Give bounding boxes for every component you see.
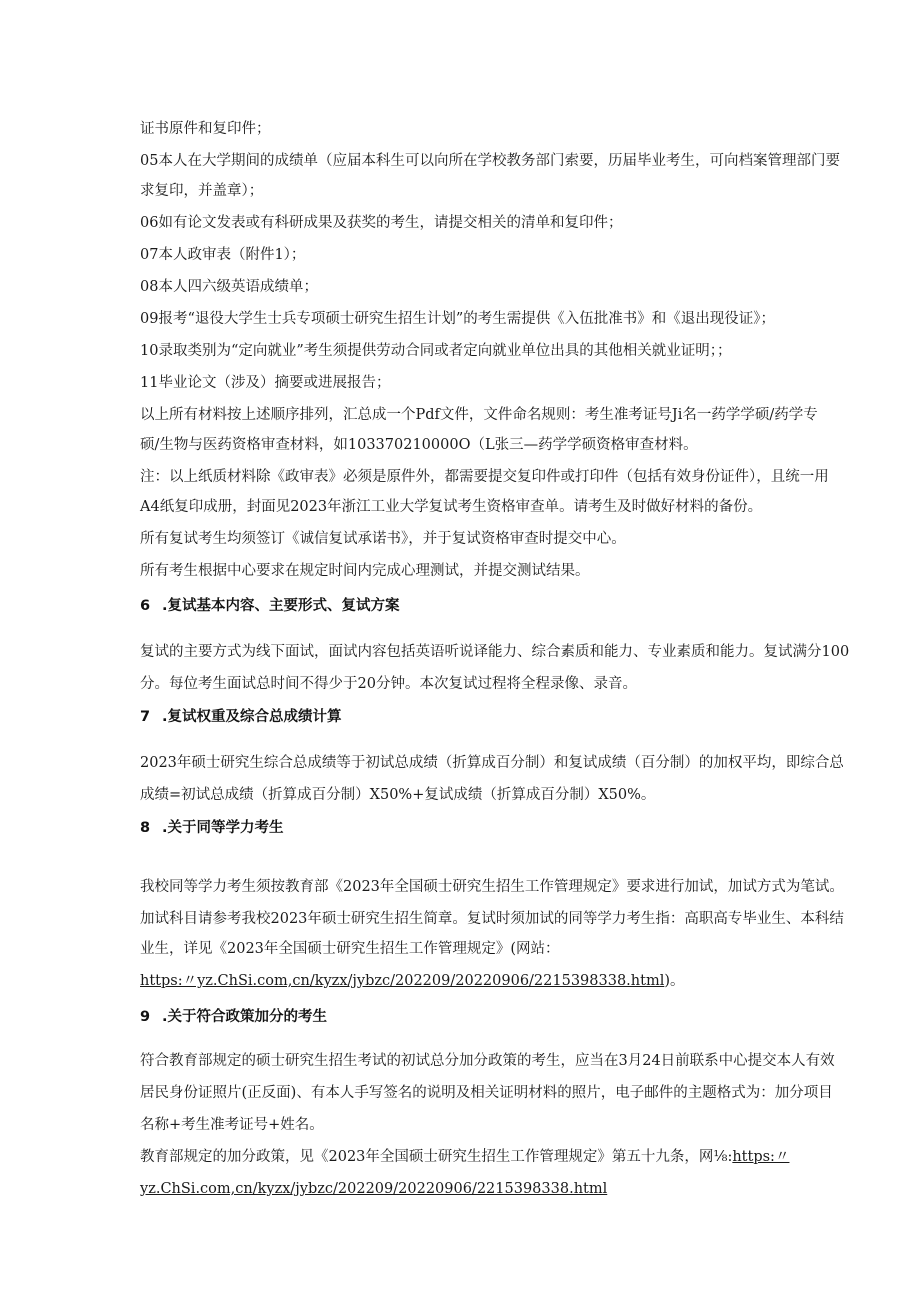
section-heading-6	[140, 596, 400, 616]
paragraph-line: 07本人政审表（附件1）；	[140, 247, 306, 263]
link-tail: )。	[664, 973, 685, 989]
paragraph-line: 09报考“退役大学生士兵专项硕士研究生招生计划”的考生需提供《入伍批准书》和《退出现役证》；	[140, 311, 776, 327]
section-title: .复试基本内容、主要形式、复试方案	[162, 598, 400, 614]
paragraph-line: A4纸复印成册，封面见2023年浙江工业大学复试考生资格审查单。请考生及时做好材料的备份。	[140, 499, 763, 515]
paragraph-line: 注：以上纸质材料除《政审表》必须是原件外，都需要提交复印件或打印件（包括有效身份证件），且统一用	[140, 469, 829, 485]
paragraph-text: 教育部规定的加分政策，见《2023年全国硕士研究生招生工作管理规定》第五十九条，网⅛:	[140, 1149, 733, 1165]
regulation-link[interactable]: https:〃yz.ChSi.com,cn/kyzx/jybzc/202209/20220906/2215398338.html	[140, 973, 665, 989]
section-heading-8	[140, 818, 284, 838]
paragraph-line: 所有考生根据中心要求在规定时间内完成心理测试，并提交测试结果。	[140, 563, 590, 579]
paragraph-line: 10录取类别为“定向就业”考生须提供劳动合同或者定向就业单位出具的其他相关就业证明；；	[140, 343, 732, 359]
paragraph-line: 08本人四六级英语成绩单；	[140, 279, 318, 295]
paragraph-line	[140, 1147, 789, 1167]
paragraph-line: 05本人在大学期间的成绩单（应届本科生可以向所在学校教务部门索要，历届毕业考生，可向档案管理部门要	[140, 153, 840, 169]
paragraph-line: 居民身份证照片(正反面)、有本人手写签名的说明及相关证明材料的照片，电子邮件的主题格式为：加分项目	[140, 1085, 833, 1101]
paragraph-line: 我校同等学力考生须按教育部《2023年全国硕士研究生招生工作管理规定》要求进行加试，加试方式为笔试。	[140, 879, 844, 895]
paragraph-line: 名称+考生准考证号+姓名。	[140, 1117, 324, 1133]
paragraph-line: 11毕业论文（涉及）摘要或进展报告；	[140, 375, 391, 391]
section-heading-9	[140, 1007, 327, 1027]
paragraph-line: 分。每位考生面试总时间不得少于20分钟。本次复试过程将全程录像、录音。	[140, 676, 637, 692]
paragraph-line: 复试的主要方式为线下面试，面试内容包括英语听说译能力、综合素质和能力、专业素质和能力。复试满分100	[140, 644, 850, 660]
paragraph-line: 成绩=初试总成绩（折算成百分制）X50%+复试成绩（折算成百分制）X50%。	[140, 787, 656, 803]
paragraph-line: 2023年硕士研究生综合总成绩等于初试总成绩（折算成百分制）和复试成绩（百分制）的加权平均，即综合总	[140, 755, 844, 771]
policy-link-start[interactable]: https:〃	[732, 1149, 790, 1165]
paragraph-line: 求复印，并盖章）；	[140, 183, 264, 199]
section-number: 6	[140, 598, 151, 614]
paragraph-line	[140, 971, 685, 991]
paragraph-line	[140, 1179, 607, 1199]
section-heading-7	[140, 707, 342, 727]
section-number: 8	[140, 820, 151, 836]
paragraph-line: 硕/生物与医药资格审查材料，如103370210000O（L张三—药学学硕资格审查材料。	[140, 437, 698, 453]
policy-link[interactable]: yz.ChSi.com,cn/kyzx/jybzc/202209/20220906/2215398338.html	[140, 1181, 608, 1197]
section-title: .关于同等学力考生	[162, 820, 284, 836]
paragraph-line: 证书原件和复印件；	[140, 121, 271, 137]
section-number: 9	[140, 1009, 151, 1025]
paragraph-line: 所有复试考生均须签订《诚信复试承诺书》，并于复试资格审查时提交中心。	[140, 531, 626, 547]
section-title: .关于符合政策加分的考生	[162, 1009, 328, 1025]
paragraph-line: 符合教育部规定的硕士研究生招生考试的初试总分加分政策的考生，应当在3月24日前联系中心提交本人有效	[140, 1053, 835, 1069]
section-title: .复试权重及综合总成绩计算	[162, 709, 342, 725]
section-number: 7	[140, 709, 151, 725]
paragraph-line: 06如有论文发表或有科研成果及获奖的考生，请提交相关的清单和复印件；	[140, 215, 623, 231]
paragraph-line: 业生，详见《2023年全国硕士研究生招生工作管理规定》(网站：	[140, 941, 560, 957]
paragraph-line: 以上所有材料按上述顺序排列，汇总成一个Pdf文件，文件命名规则：考生准考证号Ji名一药学学硕/药学专	[140, 407, 818, 423]
paragraph-line: 加试科目请参考我校2023年硕士研究生招生简章。复试时须加试的同等学力考生指：高职高专毕业生、本科结	[140, 911, 844, 927]
